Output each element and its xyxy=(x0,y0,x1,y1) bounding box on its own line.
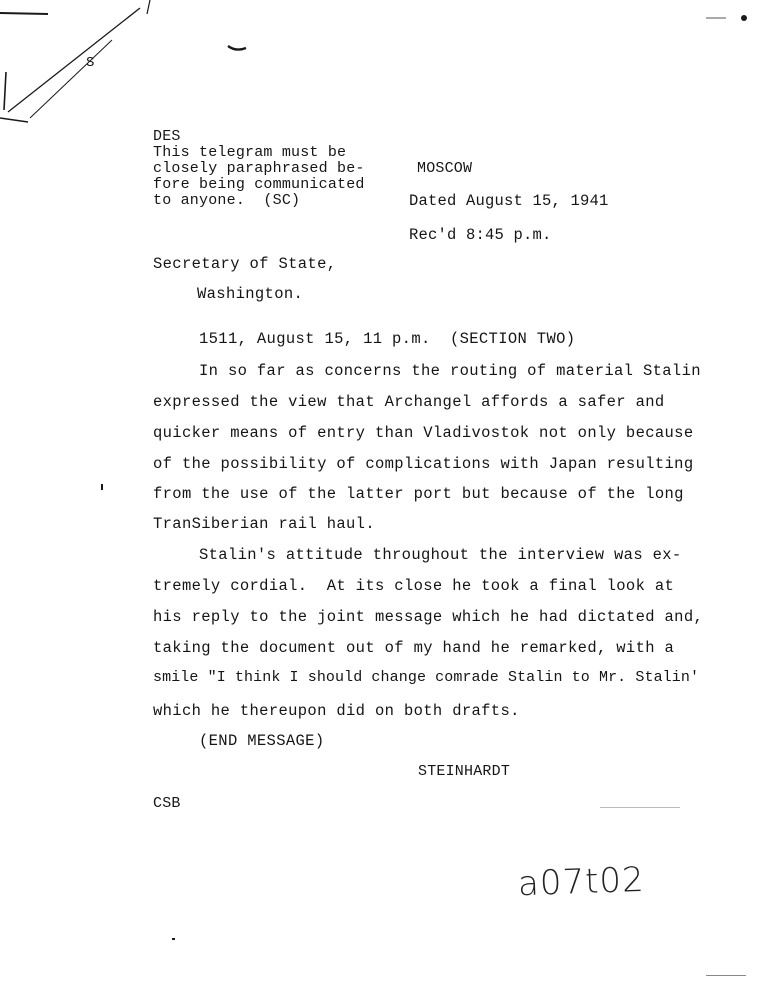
addressee-line-2: Washington. xyxy=(197,285,304,303)
paragraph-1-line-4: of the possibility of complications with Japan resulting xyxy=(153,455,694,473)
paragraph-2-line-5: smile "I think I should change comrade Stalin to Mr. Stalin' xyxy=(153,669,700,686)
speck-bottom xyxy=(172,938,175,940)
speck-bottom-right xyxy=(706,975,746,976)
paraphrase-note-line-2: closely paraphrased be- xyxy=(153,160,365,177)
top-right-mark xyxy=(700,8,760,28)
origin-city: MOSCOW xyxy=(417,160,473,177)
paragraph-1-line-3: quicker means of entry than Vladivostok not only because xyxy=(153,424,694,442)
paragraph-1-line-5: from the use of the latter port but because of the long xyxy=(153,485,684,503)
dated-line: Dated August 15, 1941 xyxy=(409,192,609,210)
paragraph-1-line-2: expressed the view that Archangel affords a safer and xyxy=(153,393,665,411)
paragraph-2-line-4: taking the document out of my hand he remarked, with a xyxy=(153,639,675,657)
paragraph-2-line-3: his reply to the joint message which he had dictated and, xyxy=(153,608,704,626)
signature: STEINHARDT xyxy=(418,763,511,780)
paraphrase-note-line-3: fore being communicated xyxy=(153,176,365,193)
paragraph-1-line-6: TranSiberian rail haul. xyxy=(153,515,375,533)
operator-initials: CSB xyxy=(153,795,181,812)
header-code: DES xyxy=(153,128,181,145)
handwritten-number: a07t02 xyxy=(517,859,646,905)
faint-rule xyxy=(600,807,680,808)
message-reference: 1511, August 15, 11 p.m. (SECTION TWO) xyxy=(199,330,576,348)
addressee-line-1: Secretary of State, xyxy=(153,255,337,273)
margin-mark: S xyxy=(86,55,95,71)
paraphrase-note-line-1: This telegram must be xyxy=(153,144,347,161)
speck-left xyxy=(101,484,103,490)
top-dash-mark xyxy=(226,42,256,56)
paragraph-2-line-1: Stalin's attitude throughout the interview was ex- xyxy=(199,546,682,564)
paragraph-2-line-2: tremely cordial. At its close he took a final look at xyxy=(153,577,675,595)
end-message: (END MESSAGE) xyxy=(199,732,325,750)
received-line: Rec'd 8:45 p.m. xyxy=(409,226,552,244)
paragraph-2-line-6: which he thereupon did on both drafts. xyxy=(153,702,520,720)
paraphrase-note-line-4: to anyone. (SC) xyxy=(153,192,301,209)
paragraph-1-line-1: In so far as concerns the routing of material Stalin xyxy=(199,362,701,380)
